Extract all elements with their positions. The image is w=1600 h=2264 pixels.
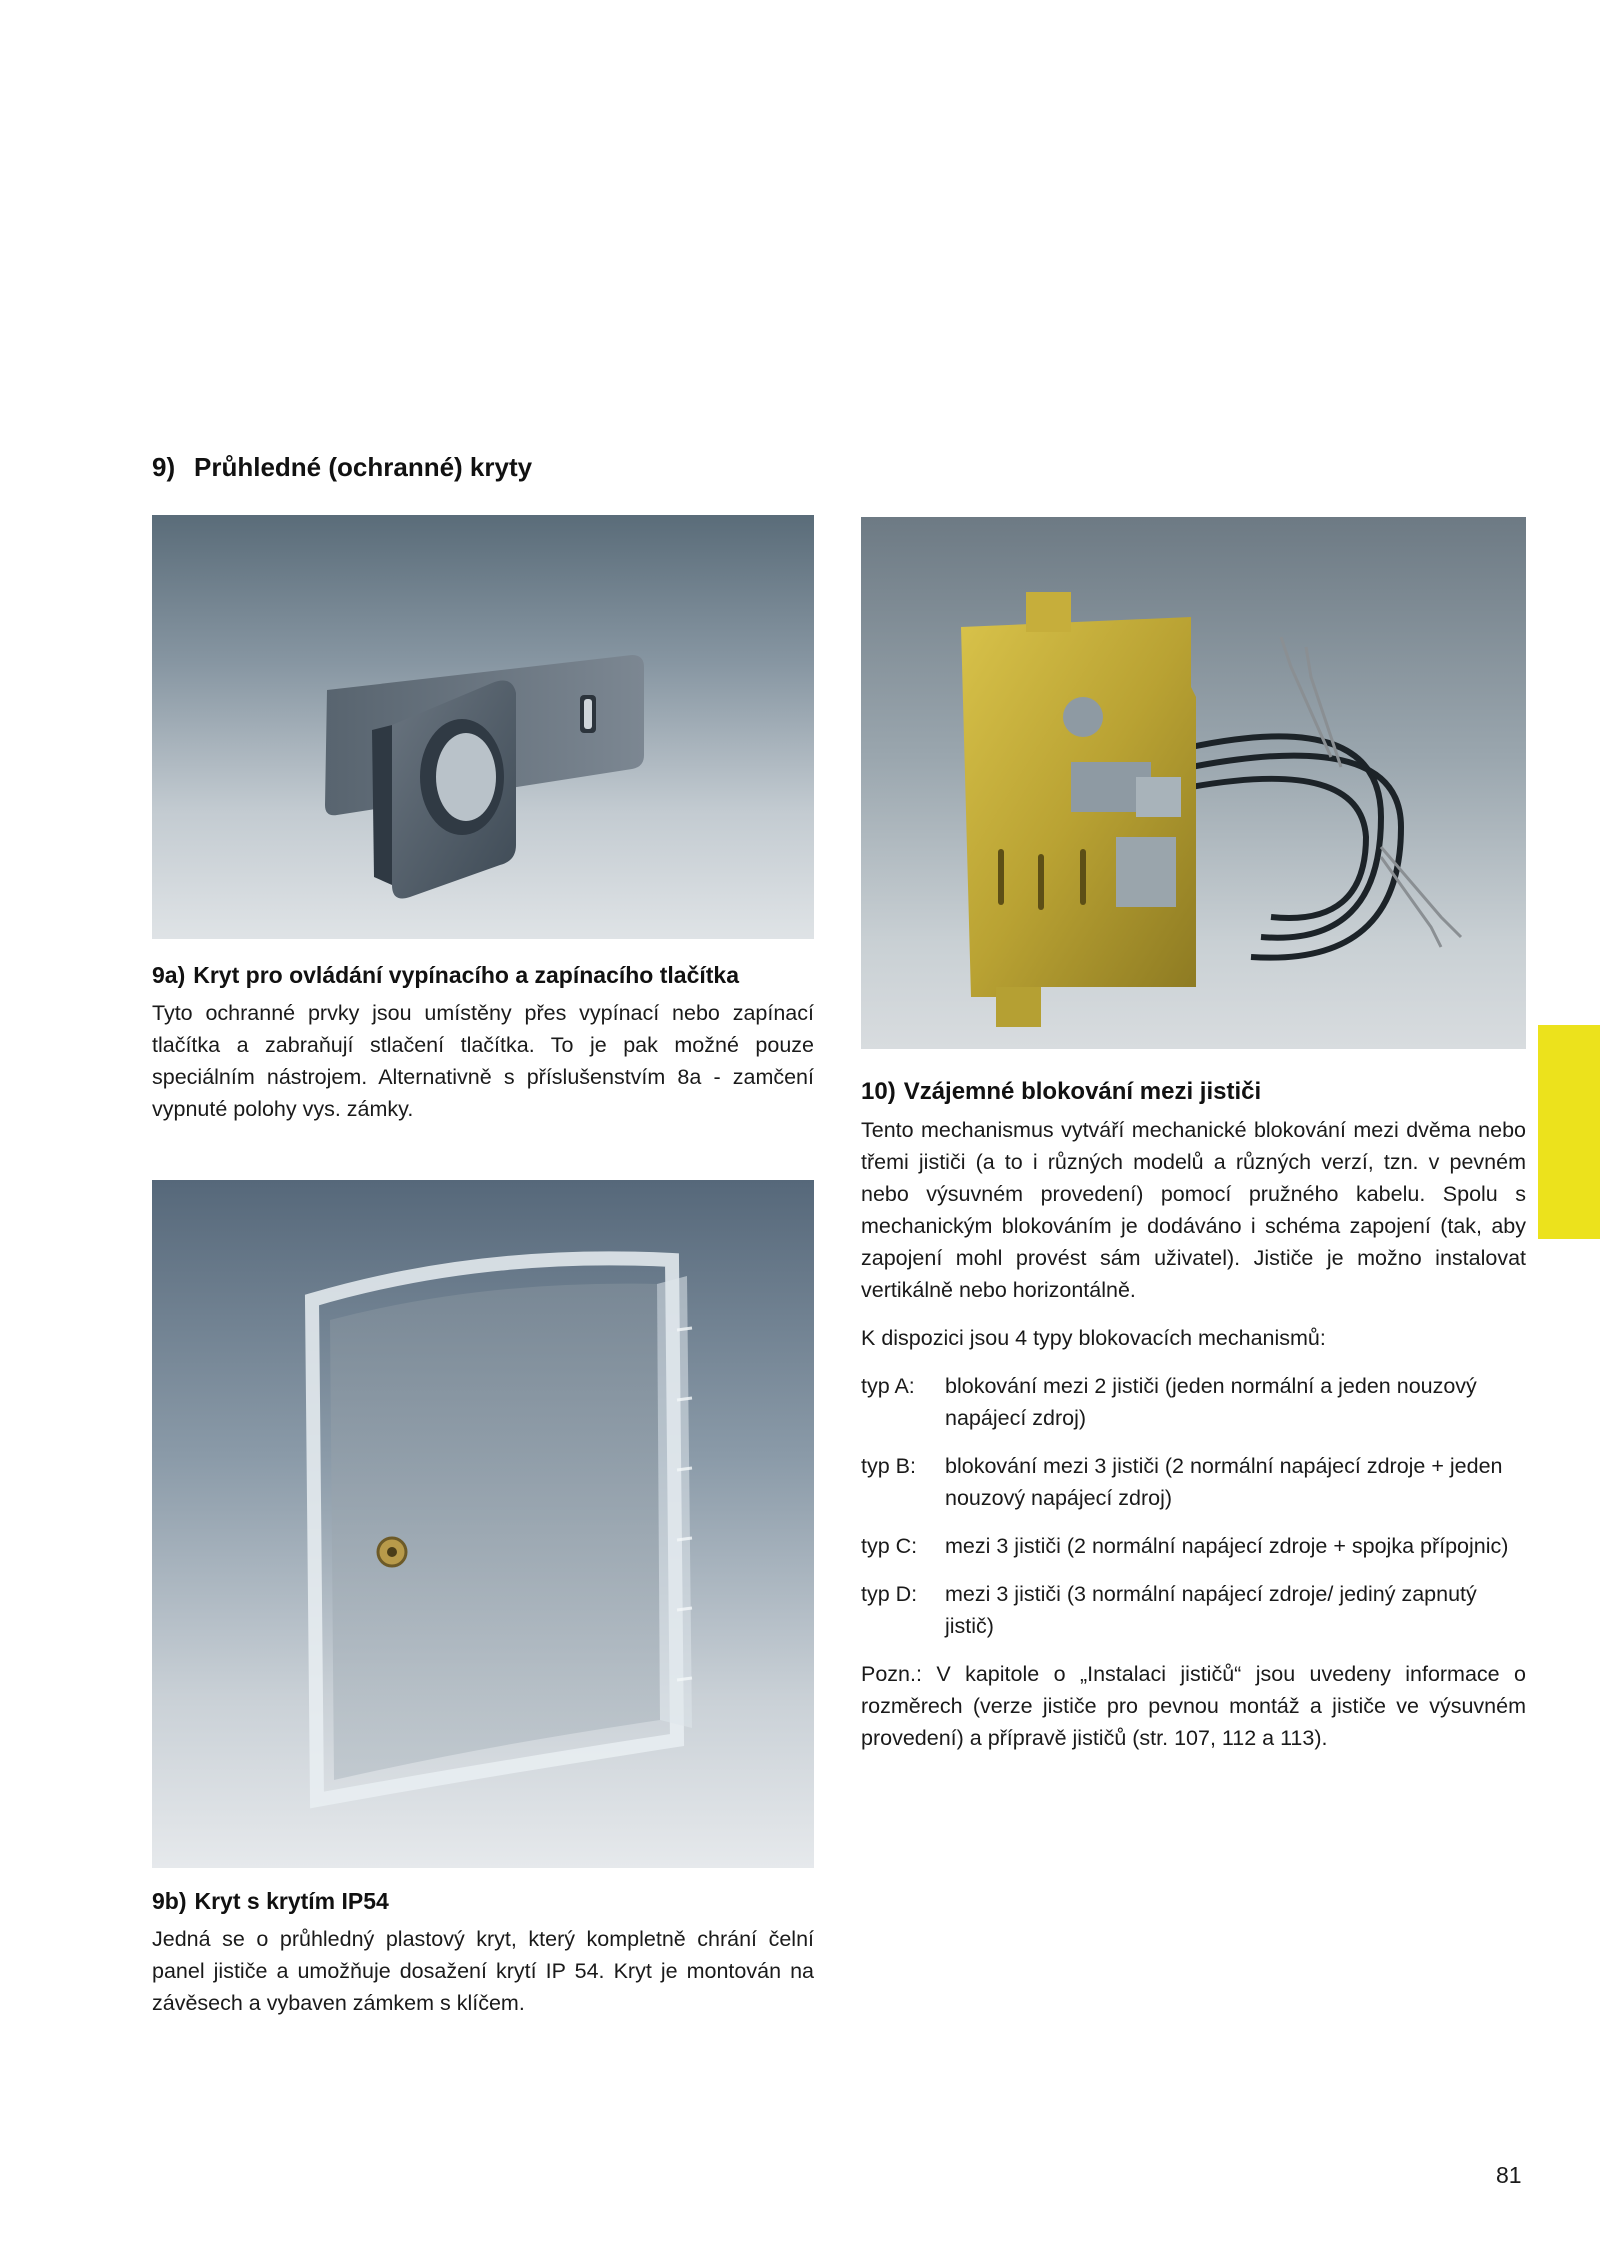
item-9a-title-text: Kryt pro ovládání vypínacího a zapínacího tlačítka [193,962,740,988]
item-9b-body: Jedná se o průhledný plastový kryt, který kompletně chrání čelní panel jističe a umožňuje dosažení krytí IP 54. Kryt je montován na závěsech a vybaven zámkem s klíčem. [152,1927,814,2015]
section-10 [861,1078,1526,1754]
section-9-title [152,452,532,483]
item-9b-title-text: Kryt s krytím IP54 [194,1888,389,1914]
button-cover-illustration [152,515,814,939]
item-9a-number: 9a) [152,962,186,988]
section-9-title-text: Průhledné (ochranné) kryty [194,452,533,482]
section-10-title-text: Vzájemné blokování mezi jističi [903,1078,1262,1105]
type-row-c [861,1530,1526,1562]
ip54-cover-illustration [152,1180,814,1868]
type-desc: mezi 3 jističi (3 normální napájecí zdroje/ jediný zapnutý jistič) [945,1582,1477,1638]
type-row-d [861,1578,1526,1642]
types-list [861,1370,1526,1642]
item-9a-title [152,962,814,989]
item-9b-title [152,1888,814,1915]
type-row-a [861,1370,1526,1434]
photo-ip54-cover [152,1180,814,1868]
section-10-title [861,1078,1526,1106]
section-10-body: Tento mechanismus vytváří mechanické blokování mezi dvěma nebo třemi jističi (a to i různých modelů a různých verzí, tzn. v pevném nebo výsuvném provedení) pomocí pružného kabelu. Spolu s mechanickým blokováním je dodáváno i schéma zapojení (tak, aby zapojení mohl provést sám uživatel). Jističe je možno instalovat vertikálně nebo horizontálně. [861,1118,1526,1302]
page-number: 81 [1496,2162,1522,2188]
item-9b [152,1888,814,2019]
type-label: typ D: [861,1582,918,1606]
type-label: typ A: [861,1374,915,1398]
section-10-number: 10) [861,1078,896,1105]
item-9a-body: Tyto ochranné prvky jsou umístěny přes vypínací nebo zapínací tlačítka a zabraňují stlačení tlačítka. To je pak možné pouze speciálním nástrojem. Alternativně s příslušenstvím 8a - zamčení vypnuté polohy vys. zámky. [152,1001,814,1121]
type-label: typ B: [861,1454,916,1478]
item-9a [152,962,814,1125]
section-10-note: Pozn.: V kapitole o „Instalaci jističů“ jsou uvedeny informace o rozměrech (verze jističe pro pevnou montáž a jističe ve výsuvném provedení) a přípravě jističů (str. 107, 112 a 113). [861,1662,1526,1750]
type-desc: blokování mezi 3 jističi (2 normální napájecí zdroje + jeden nouzový napájecí zdroj) [945,1454,1503,1510]
type-desc: mezi 3 jističi (2 normální napájecí zdroje + spojka přípojnic) [945,1534,1509,1558]
interlock-illustration [861,517,1526,1049]
type-label: typ C: [861,1534,918,1558]
section-10-types-intro: K dispozici jsou 4 typy blokovacích mechanismů: [861,1326,1326,1350]
chapter-tab-marker [1538,1025,1600,1239]
type-desc: blokování mezi 2 jističi (jeden normální a jeden nouzový napájecí zdroj) [945,1374,1477,1430]
type-row-b [861,1450,1526,1514]
item-9b-number: 9b) [152,1888,187,1914]
section-9-number: 9) [152,452,176,482]
photo-button-cover [152,515,814,939]
photo-interlock-mechanism [861,517,1526,1049]
